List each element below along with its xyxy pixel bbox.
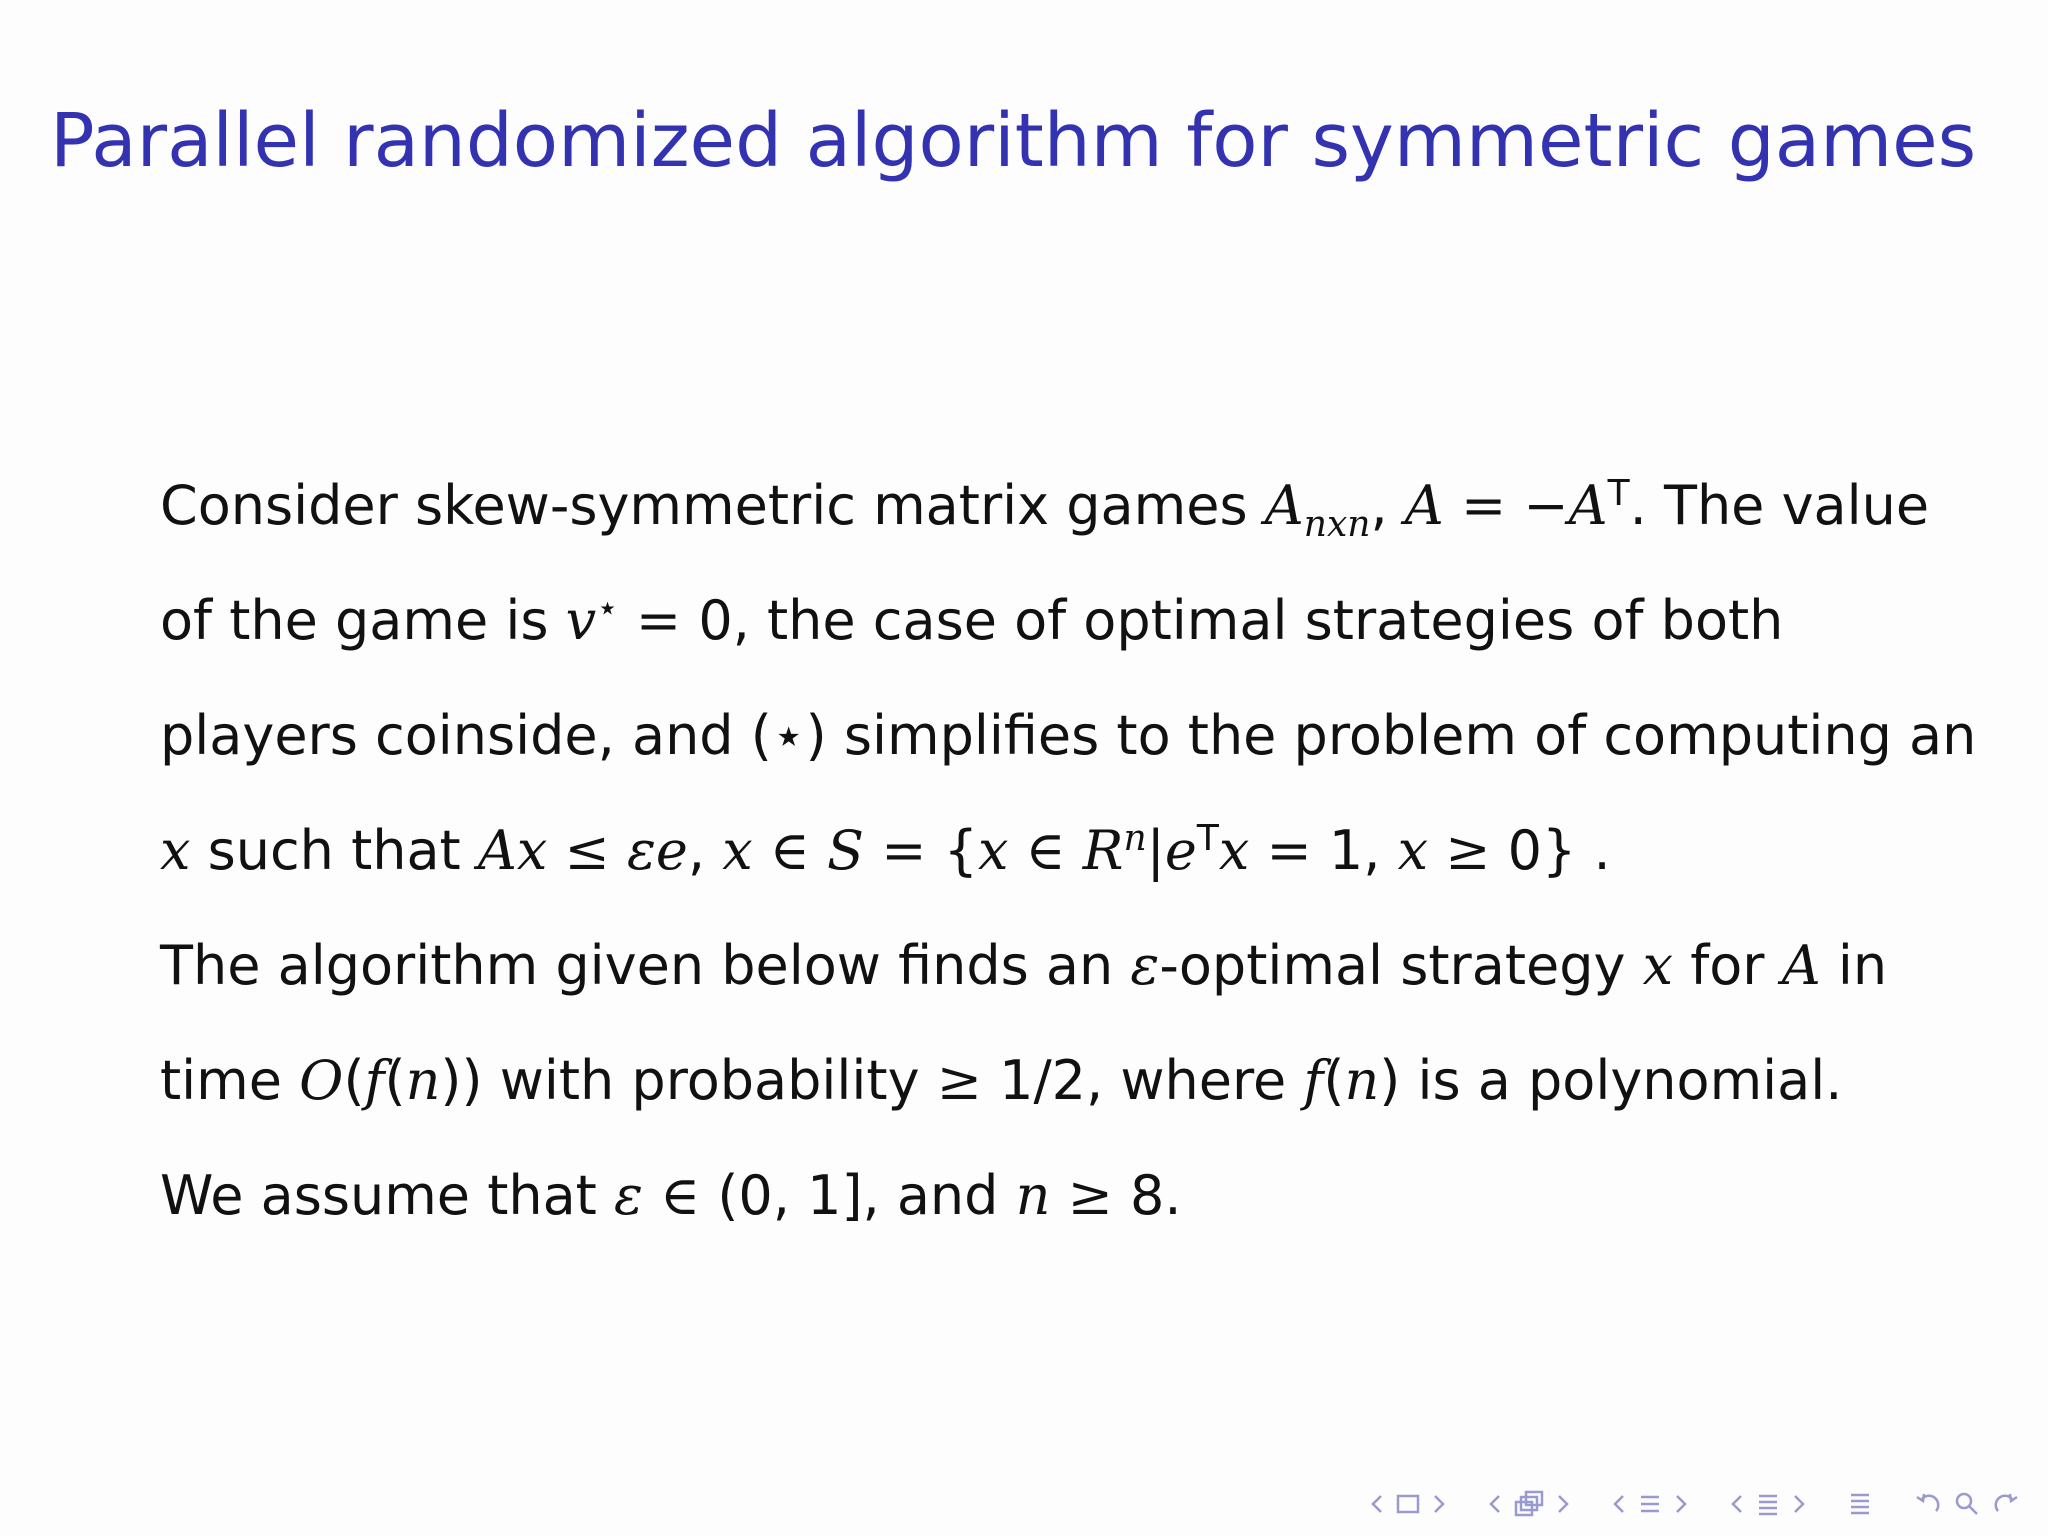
nav-toc-group [1842, 1491, 1878, 1517]
nav-next-slide-icon[interactable] [1432, 1493, 1446, 1515]
nav-next-subsection-icon[interactable] [1674, 1493, 1688, 1515]
nav-toc-icon[interactable] [1848, 1491, 1872, 1517]
beamer-navigation-bar [1334, 1484, 2026, 1524]
body-line-6: time O(f(n)) with probability ≥ 1/2, where f(n) is a polynomial. [160, 1049, 1843, 1112]
nav-frames-group [1482, 1490, 1576, 1518]
nav-section-icon[interactable] [1756, 1492, 1780, 1516]
nav-prev-frame-icon[interactable] [1488, 1493, 1502, 1515]
nav-subsection-icon[interactable] [1638, 1492, 1662, 1516]
body-line-7: We assume that ε ∈ (0, 1], and n ≥ 8. [160, 1164, 1182, 1227]
body-line-3: players coinside, and (⋆) simplifies to the problem of computing an [160, 704, 1977, 767]
body-line-1: Consider skew-symmetric matrix games $A_{nxn}$, $A = -A^T$. The value [160, 473, 1930, 545]
nav-search-icon[interactable] [1954, 1491, 1980, 1517]
nav-prev-subsection-icon[interactable] [1612, 1493, 1626, 1515]
body-line-5: The algorithm given below finds an ε-optimal strategy x for A in [160, 934, 1888, 997]
nav-back-icon[interactable] [1914, 1491, 1942, 1517]
nav-frames-icon[interactable] [1514, 1490, 1544, 1518]
slide-body [160, 448, 1977, 1253]
nav-frame-icon[interactable] [1396, 1493, 1420, 1515]
nav-next-section-icon[interactable] [1792, 1493, 1806, 1515]
nav-prev-slide-icon[interactable] [1370, 1493, 1384, 1515]
body-line-4: x such that Ax ≤ εe, x ∈ S = {x ∈ $R^n|e^Tx = 1$, x ≥ 0} . [160, 818, 1611, 882]
nav-search-group [1908, 1491, 2026, 1517]
nav-prev-section-icon[interactable] [1730, 1493, 1744, 1515]
nav-next-frame-icon[interactable] [1556, 1493, 1570, 1515]
nav-section-group [1724, 1492, 1812, 1516]
nav-slide-group [1364, 1493, 1452, 1515]
nav-subsection-group [1606, 1492, 1694, 1516]
nav-forward-icon[interactable] [1992, 1491, 2020, 1517]
body-line-2: of the game is v⋆ = 0, the case of optimal strategies of both [160, 588, 1784, 652]
slide-title: Parallel randomized algorithm for symmetric games [50, 98, 1977, 184]
